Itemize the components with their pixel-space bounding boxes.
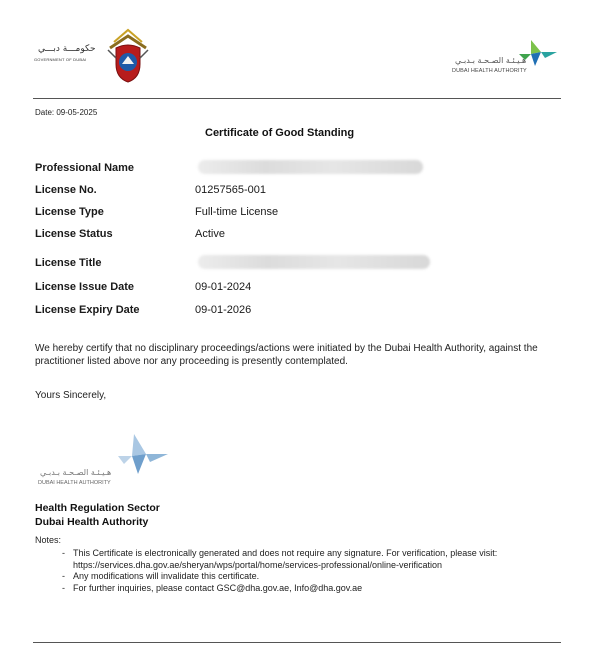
note-item: - For further inquiries, please contact GSC@dha.gov.ae, Info@dha.gov.ae	[62, 583, 562, 595]
header-divider	[33, 98, 561, 99]
field-value: 01257565-001	[195, 184, 266, 196]
notes-heading: Notes:	[35, 535, 62, 545]
dubai-emblem-icon	[104, 28, 152, 84]
field-value: Active	[195, 228, 225, 240]
issuing-authority: Dubai Health Authority	[35, 516, 149, 528]
closing-line: Yours Sincerely,	[35, 390, 107, 401]
field-value: Full-time License	[195, 206, 279, 218]
field-label: License Type	[35, 206, 104, 218]
note-item: - This Certificate is electronically generated and does not require any signature. For verification, please visit: https://services.dha.gov.ae/sheryan/wps/portal/home/services-professional/online-verification	[62, 548, 562, 571]
certification-statement: We hereby certify that no disciplinary proceedings/actions were initiated by the Dubai Health Authority, against the practitioner listed above nor any proceeding is presently contemplated.	[35, 343, 538, 367]
signature-logo-arabic: هـيـئـة الصـحـة بـدبـي	[40, 468, 112, 477]
note-item: - Any modifications will invalidate this certificate.	[62, 571, 562, 583]
notes-list	[62, 548, 562, 594]
field-value: 09-01-2024	[195, 281, 252, 293]
field-label: License No.	[35, 184, 97, 196]
gov-name-arabic: حكومـــة دبـــي	[38, 44, 96, 54]
field-label: Professional Name	[35, 162, 135, 174]
field-label: License Expiry Date	[35, 304, 140, 316]
dha-name-english: DUBAI HEALTH AUTHORITY	[452, 68, 527, 74]
redacted-name	[198, 160, 423, 174]
dha-name-arabic: هـيـئـة الصـحـة بـدبـي	[455, 56, 527, 65]
certificate-header	[0, 0, 595, 98]
certificate-title: Certificate of Good Standing	[205, 127, 355, 139]
field-value: 09-01-2026	[195, 304, 252, 316]
gov-name-english: GOVERNMENT OF DUBAI	[34, 57, 87, 62]
field-label: License Title	[35, 257, 102, 269]
field-label: License Status	[35, 228, 113, 240]
footer-divider	[33, 642, 561, 643]
field-label: License Issue Date	[35, 281, 135, 293]
issue-date: Date: 09-05-2025	[35, 108, 98, 117]
redacted-title	[198, 255, 430, 269]
signature-logo-english: DUBAI HEALTH AUTHORITY	[38, 480, 111, 486]
issuing-sector: Health Regulation Sector	[35, 502, 160, 514]
